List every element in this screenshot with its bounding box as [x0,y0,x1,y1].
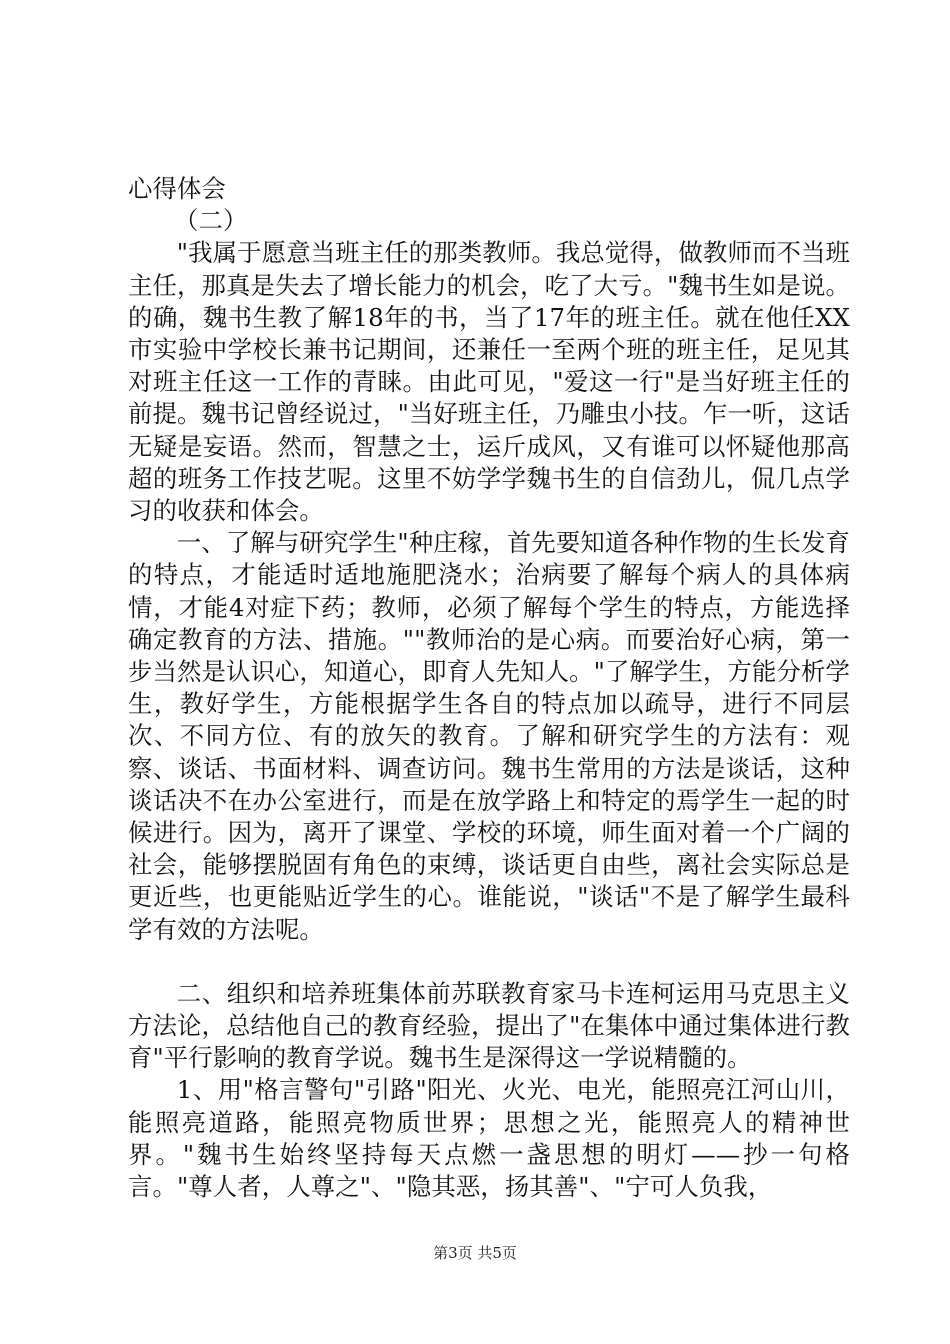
document-body [128,173,850,1203]
paragraph-section-1: 一、了解与研究学生"种庄稼，首先要知道各种作物的生长发育的特点，才能适时适地施肥浇水；治病要了解每个病人的具体病情，才能4对症下药；教师，必须了解每个学生的特点，方能选择确定教育的方法、措施。""教师治的是心病。而要治好心病，第一步当然是认识心，知道心，即育人先知人。"了解学生，方能分析学生，教好学生，方能根据学生各自的特点加以疏导，进行不同层次、不同方位、有的放矢的教育。了解和研究学生的方法有：观察、谈话、书面材料、调查访问。魏书生常用的方法是谈话，这种谈话决不在办公室进行，而是在放学路上和特定的焉学生一起的时候进行。因为，离开了课堂、学校的环境，师生面对着一个广阔的社会，能够摆脱固有角色的束缚，谈话更自由些，离社会实际总是更近些，也更能贴近学生的心。谁能说，"谈话"不是了解学生最科学有效的方法呢。 [128,528,850,944]
paragraph-section-2: 二、组织和培养班集体前苏联教育家马卡连柯运用马克思主义方法论，总结他自己的教育经验，提出了"在集体中通过集体进行教育"平行影响的教育学说。魏书生是深得这一学说精髓的。 [128,978,850,1073]
page-footer: 第3页 共5页 [433,1244,517,1262]
paragraph-item-1: 1、用"格言警句"引路"阳光、火光、电光，能照亮江河山川，能照亮道路，能照亮物质世界；思想之光，能照亮人的精神世界。"魏书生始终坚持每天点燃一盏思想的明灯——抄一句格言。"尊人者，人尊之"、"隐其恶，扬其善"、"宁可人负我， [128,1075,850,1202]
paragraph-spacer [128,946,850,978]
document-subtitle: （二） [174,206,248,236]
document-title: 心得体会 [128,174,226,203]
paragraph-intro: "我属于愿意当班主任的那类教师。我总觉得，做教师而不当班主任，那真是失去了增长能力的机会，吃了大亏。"魏书生如是说。的确，魏书生教了解18年的书，当了17年的班主任。就在他任XX市实验中学校长兼书记期间，还兼任一至两个班的班主任，足见其对班主任这一工作的青睐。由此可见，"爱这一行"是当好班主任的前提。魏书记曾经说过，"当好班主任，乃雕虫小技。乍一听，这话无疑是妄语。然而，智慧之士，运斤成风，又有谁可以怀疑他那高超的班务工作技艺呢。这里不妨学学魏书生的自信劲儿，侃几点学习的收获和体会。 [128,238,850,526]
